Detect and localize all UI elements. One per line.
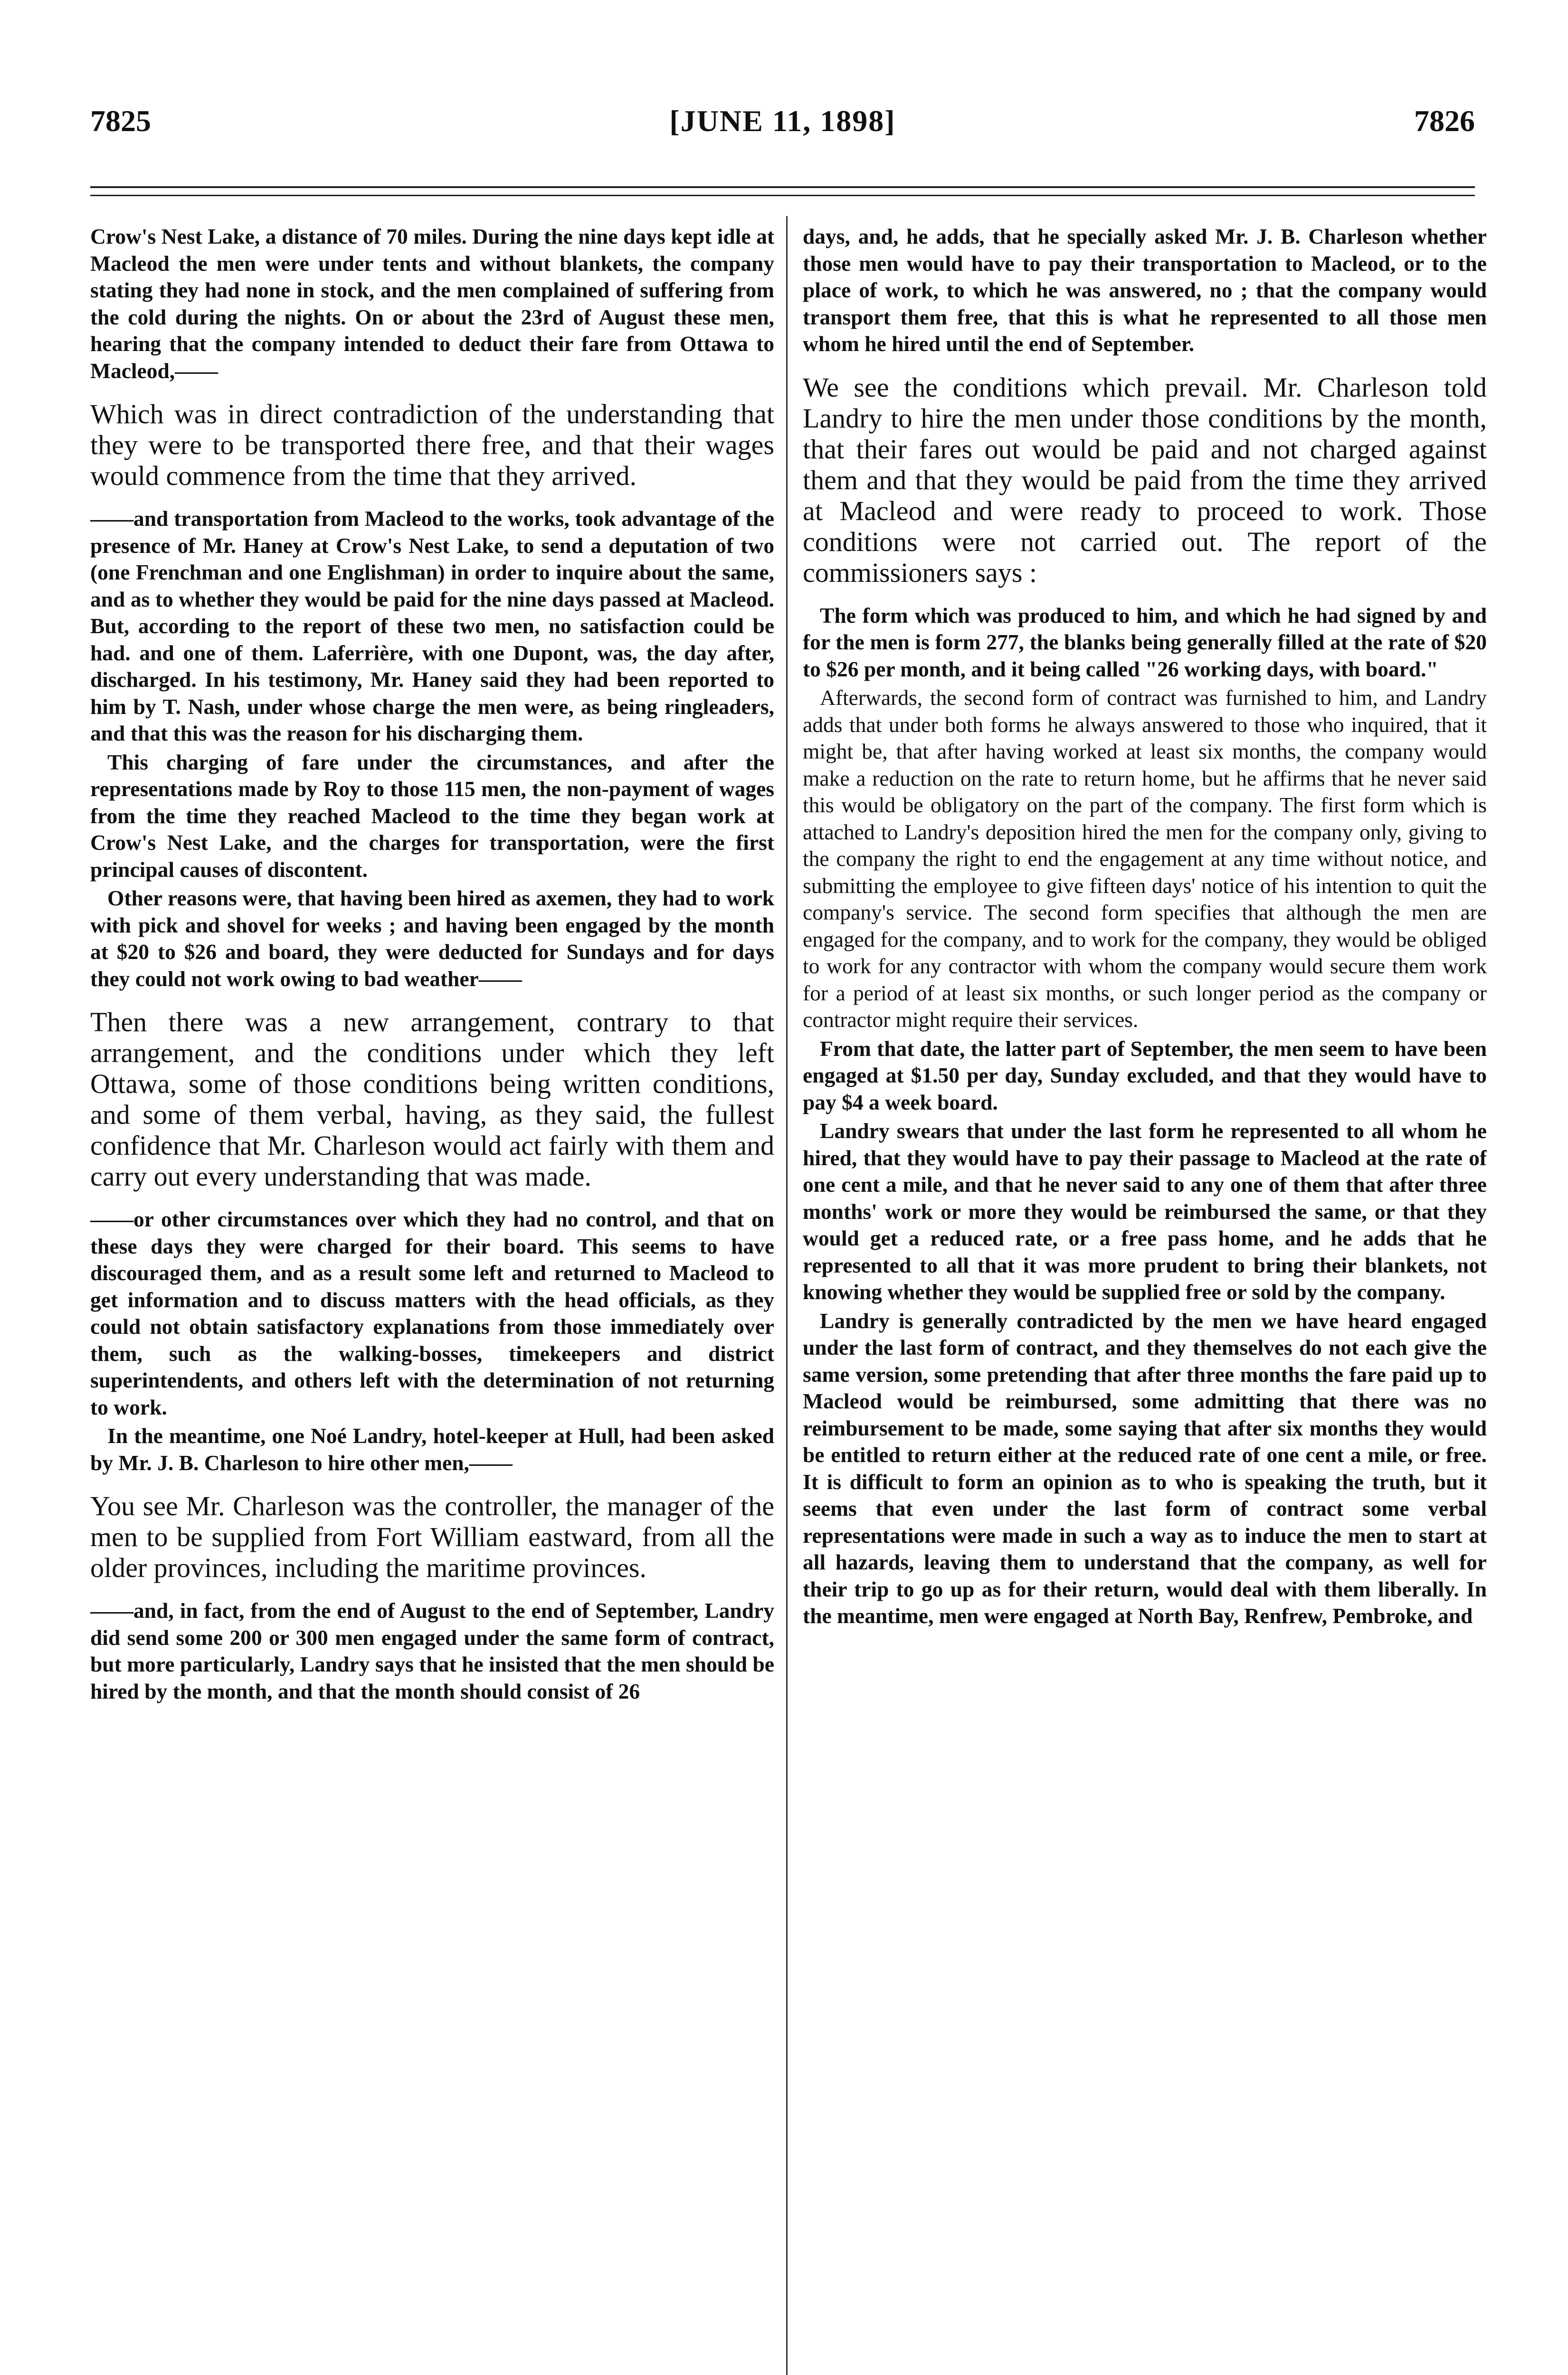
quoted-paragraph: Afterwards, the second form of contract was furnished to him, and Landry adds that under both forms he always answered to those who inquired, that it might be, that after having worked at least six months, the company would make a reduction on the rate to return home, but he affirms that he never said this would be obligatory on the part of the company. The first form which is attached to Landry's deposition hired the men for the company only, giving to the company the right to end the engagement at any time without notice, and submitting the employee to give fifteen days' notice of his intention to quit the company's service. The second form specifies that although the men are engaged for the company, and to work for the company, they would be obliged to work for any contractor with whom the company would secure them work for a period of at least six months, or such longer period as the company or contractor might require their services.	[803, 685, 1487, 1032]
quoted-paragraph: ——and, in fact, from the end of August to the end of September, Landry did send some 200 or 300 men engaged under the same form of contract, but more particularly, Landry says that he insisted that the men should be hired by the month, and that the month should consist of 26	[90, 1598, 774, 1703]
speech-paragraph: Then there was a new arrangement, contrary to that arrangement, and the conditions under which they left Ottawa, some of those conditions being written conditions, and some of them verbal, having, as they said, the fullest confidence that Mr. Charleson would act fairly with them and carry out every understanding that was made.	[90, 1007, 774, 1192]
quoted-paragraph: Other reasons were, that having been hired as axemen, they had to work with pick and shovel for weeks ; and having been engaged by the month at $20 to $26 and board, they were deducted for Sundays and for days they could not work owing to bad weather——	[90, 886, 774, 991]
quoted-paragraph: Crow's Nest Lake, a distance of 70 miles. During the nine days kept idle at Macleod the men were under tents and without blankets, the company stating they had none in stock, and the men complained of suffering from the cold during the nights. On or about the 23rd of August these men, hearing that the company intended to deduct their fare from Ottawa to Macleod,——	[90, 224, 774, 383]
header-date: [JUNE 11, 1898]	[669, 104, 896, 138]
quoted-paragraph: The form which was produced to him, and which he had signed by and for the men is form 277, the blanks being generally filled at the rate of $20 to $26 per month, and it being called "26 working days, with board."	[803, 603, 1487, 681]
speech-paragraph: We see the conditions which prevail. Mr. Charleson told Landry to hire the men under those conditions by the month, that their fares out would be paid and not charged against them and that they would be paid from the time they arrived at Macleod and were ready to proceed to work. Those conditions were not carried out. The report of the commissioners says :	[803, 371, 1487, 588]
left-column	[90, 223, 774, 2375]
header-rule-top	[90, 186, 1475, 188]
right-column	[803, 223, 1487, 2375]
quoted-paragraph: ——or other circumstances over which they had no control, and that on these days they were charged for their board. This seems to have discouraged them, and as a result some left and returned to Macleod to get information and to discuss matters with the head officials, as they could not obtain satisfactory explanations from those immediately over them, such as the walking-bosses, timekeepers and district superintendents, and others left with the determination of not returning to work.	[90, 1207, 774, 1419]
speech-paragraph: Which was in direct contradiction of the understanding that they were to be transported there free, and that their wages would commence from the time that they arrived.	[90, 399, 774, 491]
quoted-paragraph: From that date, the latter part of September, the men seem to have been engaged at $1.50 per day, Sunday excluded, and that they would have to pay $4 a week board.	[803, 1036, 1487, 1114]
quoted-paragraph: This charging of fare under the circumstances, and after the representations made by Roy to those 115 men, the non-payment of wages from the time they reached Macleod to the time they began work at Crow's Nest Lake, and the charges for transportation, were the first principal causes of discontent.	[90, 750, 774, 882]
quoted-paragraph: Landry is generally contradicted by the men we have heard engaged under the last form of contract, and they themselves do not each give the same version, some pretending that after three months the fare paid up to Macleod would be reimbursed, some admitting that there was no reimbursement to be made, some saying that after six months they would be entitled to return either at the reduced rate of one cent a mile, or free. It is difficult to form an opinion as to who is speaking the truth, but it seems that even under the last form of contract some verbal representations were made in such a way as to induce the men to start at all hazards, leaving them to understand that the company, as well for their trip to go up as for their return, would deal with them liberally. In the meantime, men were engaged at North Bay, Renfrew, Pembroke, and	[803, 1308, 1487, 1628]
left-page-number: 7825	[90, 104, 151, 138]
quoted-paragraph: ——and transportation from Macleod to the works, took advantage of the presence of Mr. Haney at Crow's Nest Lake, to send a deputation of two (one Frenchman and one Englishman) in order to inquire about the same, and as to whether they would be paid for the nine days passed at Macleod. But, according to the report of these two men, no satisfaction could be had. and one of them. Laferrière, with one Dupont, was, the day after, discharged. In his testimony, Mr. Haney said they had been reported to him by T. Nash, under whose charge the men were, as being ringleaders, and that this was the reason for his discharging them.	[90, 506, 774, 745]
speech-paragraph: You see Mr. Charleson was the controller, the manager of the men to be supplied from Fort William eastward, from all the older provinces, including the maritime provinces.	[90, 1491, 774, 1583]
quoted-paragraph: days, and, he adds, that he specially asked Mr. J. B. Charleson whether those men would have to pay their transportation to Macleod, or to the place of work, to which he was answered, no ; that the company would transport them free, that this is what he represented to all those men whom he hired until the end of September.	[803, 224, 1487, 356]
quoted-paragraph: Landry swears that under the last form he represented to all whom he hired, that they would have to pay their passage to Macleod at the rate of one cent a mile, and that he never said to any one of them that after three months' work or more they would be reimbursed the same, or that they would get a reduced rate, or a free pass home, and he adds that he represented to all that it was more prudent to bring their blankets, not knowing whether they would be supplied free or sold by the company.	[803, 1119, 1487, 1304]
header-rule-bottom	[90, 195, 1475, 196]
page-header	[90, 95, 1475, 147]
right-page-number: 7826	[1414, 104, 1475, 138]
column-divider	[786, 216, 788, 2375]
quoted-paragraph: In the meantime, one Noé Landry, hotel-keeper at Hull, had been asked by Mr. J. B. Charleson to hire other men,——	[90, 1424, 774, 1475]
